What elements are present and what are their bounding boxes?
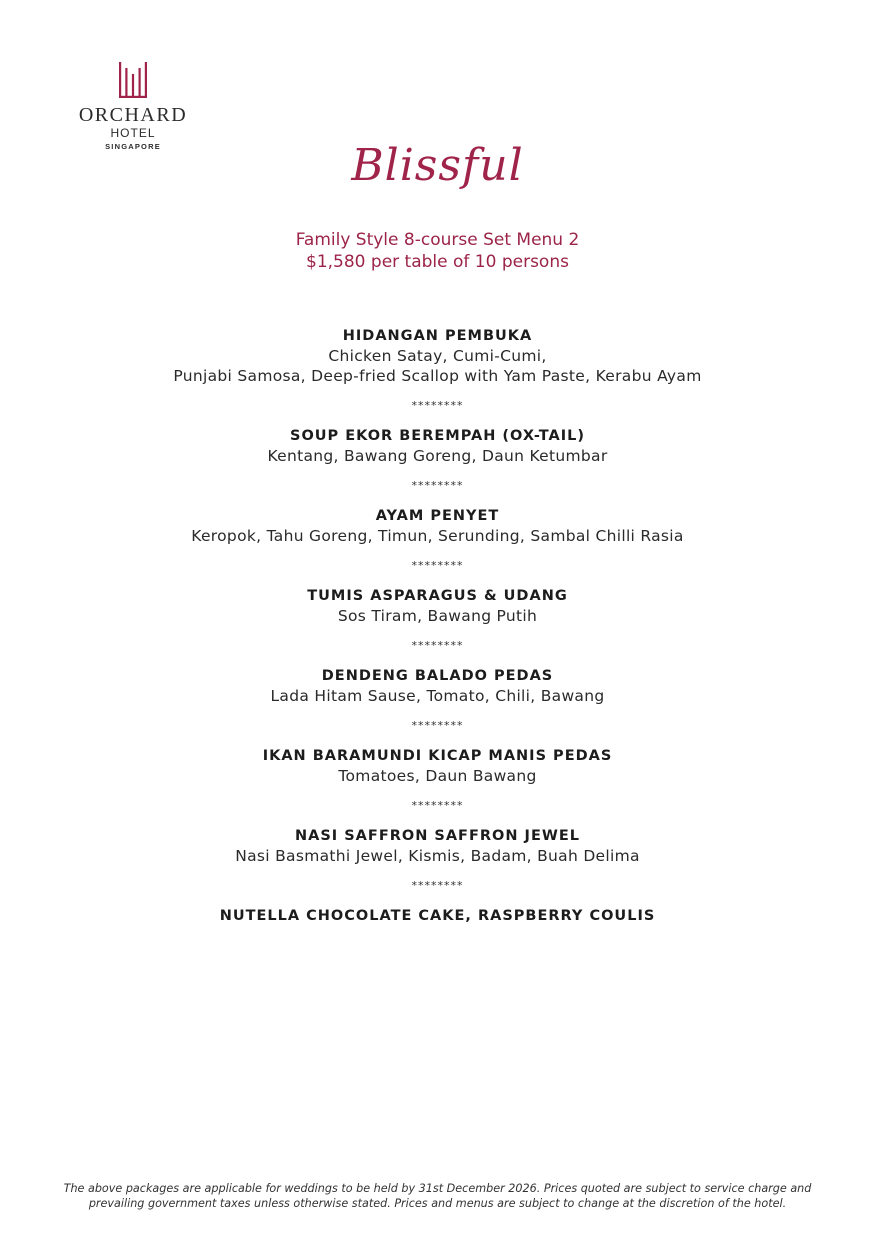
course-desc: Nasi Basmathi Jewel, Kismis, Badam, Buah Delima (235, 847, 640, 865)
course-separator: ******** (411, 479, 464, 492)
course-separator: ******** (411, 799, 464, 812)
course-item (0, 906, 875, 926)
course-separator: ******** (411, 559, 464, 572)
course-name: SOUP EKOR BEREMPAH (OX-TAIL) (290, 428, 585, 444)
brand-location: SINGAPORE (105, 142, 161, 151)
course-name: DENDENG BALADO PEDAS (321, 668, 554, 684)
menu-subtitle (0, 229, 875, 273)
course-name: TUMIS ASPARAGUS & UDANG (307, 588, 568, 604)
course-desc: Tomatoes, Daun Bawang (338, 767, 537, 785)
subtitle-set-menu: Family Style 8-course Set Menu 2 (295, 230, 580, 250)
course-item (0, 506, 875, 546)
course-separator: ******** (411, 879, 464, 892)
course-separator: ******** (411, 719, 464, 732)
footer-line: The above packages are applicable for weddings to be held by 31st December 2026. Prices quoted are subject to service charge and (63, 1182, 812, 1195)
course-item (0, 746, 875, 786)
course-name: NASI SAFFRON SAFFRON JEWEL (295, 828, 580, 844)
course-item (0, 586, 875, 626)
course-desc: Keropok, Tahu Goreng, Timun, Serunding, Sambal Chilli Rasia (191, 527, 684, 545)
course-desc: Lada Hitam Sause, Tomato, Chili, Bawang (270, 687, 605, 705)
course-desc: Punjabi Samosa, Deep-fried Scallop with Yam Paste, Kerabu Ayam (173, 367, 702, 385)
course-separator: ******** (411, 399, 464, 412)
course-item (0, 826, 875, 866)
course-desc: Sos Tiram, Bawang Putih (337, 607, 538, 625)
terms-footer (60, 1181, 815, 1211)
course-name: NUTELLA CHOCOLATE CAKE, RASPBERRY COULIS (219, 908, 656, 924)
course-item (0, 326, 875, 386)
hotel-logo (72, 62, 194, 152)
course-desc: Kentang, Bawang Goreng, Daun Ketumbar (267, 447, 608, 465)
brand-name: ORCHARD (78, 104, 188, 126)
course-name: AYAM PENYET (375, 508, 500, 524)
course-item (0, 666, 875, 706)
footer-line: prevailing government taxes unless otherwise stated. Prices and menus are subject to change at the discretion of the hotel. (88, 1197, 787, 1210)
course-desc: Chicken Satay, Cumi-Cumi, (328, 347, 547, 365)
course-name: IKAN BARAMUNDI KICAP MANIS PEDAS (262, 748, 613, 764)
orchard-logo-icon (119, 62, 147, 98)
brand-sub: HOTEL (110, 126, 156, 140)
course-separator: ******** (411, 639, 464, 652)
course-name: HIDANGAN PEMBUKA (342, 328, 533, 344)
menu-courses (0, 326, 875, 926)
course-item (0, 426, 875, 466)
menu-title: Blissful (351, 140, 524, 191)
subtitle-price: $1,580 per table of 10 persons (306, 252, 569, 272)
